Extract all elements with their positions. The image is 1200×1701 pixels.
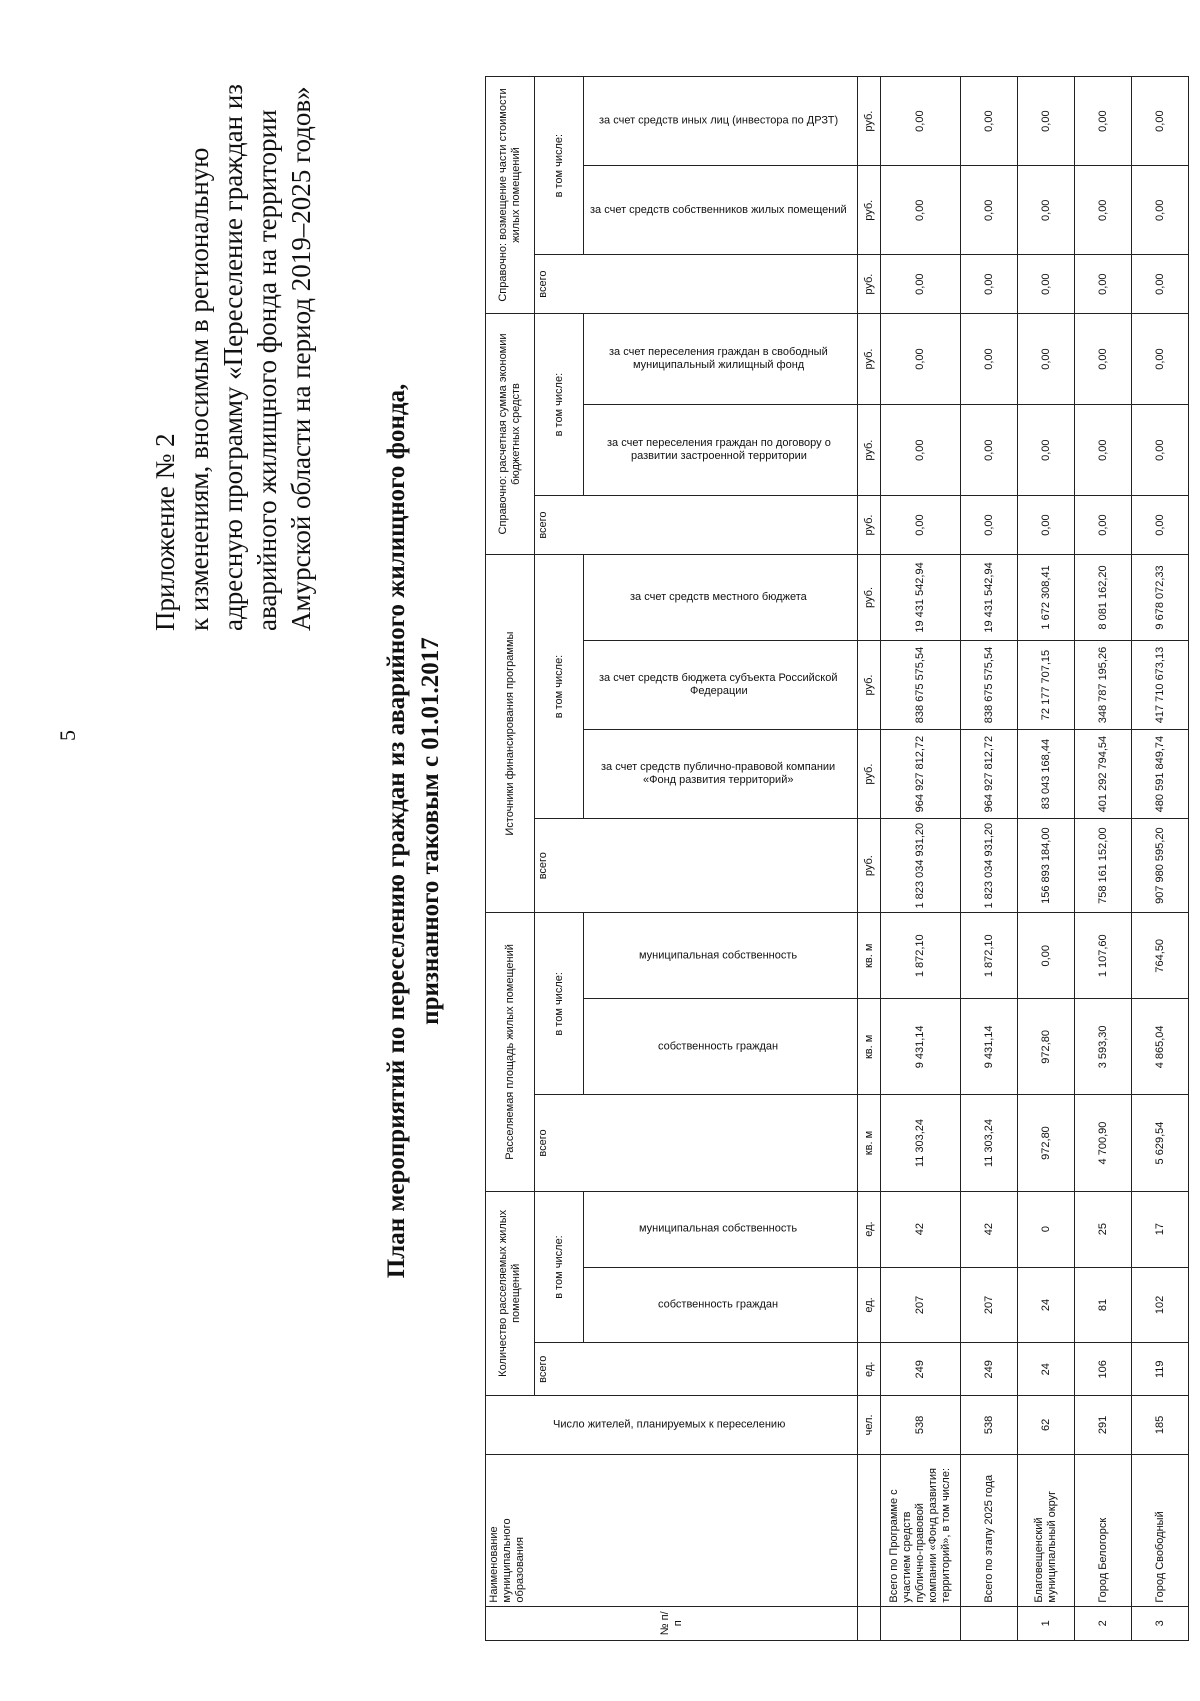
table-row [881, 77, 961, 1641]
cell-value: 480 591 849,74 [1132, 730, 1189, 819]
cell-value: 0,00 [961, 255, 1018, 314]
cell-value: 42 [961, 1191, 1018, 1267]
cell-value: 119 [1132, 1343, 1189, 1396]
cell-value: 0,00 [1018, 314, 1075, 405]
cell-value: 0,00 [1018, 77, 1075, 166]
cell-value: 24 [1018, 1343, 1075, 1396]
row-name: Благовещенский муниципальный округ [1018, 1454, 1075, 1606]
cell-value: 156 893 184,00 [1018, 819, 1075, 913]
cell-value: 5 629,54 [1132, 1095, 1189, 1191]
cell-value: 838 675 575,54 [961, 640, 1018, 729]
cell-value: 964 927 812,72 [881, 730, 961, 819]
cell-value: 964 927 812,72 [961, 730, 1018, 819]
row-name: Город Свободный [1132, 1454, 1189, 1606]
header-comp-others: за счет средств иных лиц (инвестора по ДРЗТ) [584, 77, 858, 166]
cell-value: 11 303,24 [961, 1095, 1018, 1191]
cell-value: 0,00 [881, 166, 961, 255]
cell-value: 0,00 [881, 496, 961, 555]
unit-cell: кв. м [858, 999, 881, 1095]
cell-value: 0,00 [881, 314, 961, 405]
header-fin-group: Источники финансирования программы [486, 554, 535, 912]
unit-cell: руб. [858, 405, 881, 496]
header-comp-total: всего [535, 255, 858, 314]
unit-cell: руб. [858, 640, 881, 729]
cell-value: 17 [1132, 1191, 1189, 1267]
header-qty-citizens: собственность граждан [584, 1267, 858, 1343]
cell-value: 0,00 [961, 314, 1018, 405]
cell-value: 3 593,30 [1075, 999, 1132, 1095]
table-row [1075, 77, 1132, 1641]
header-area-total: всего [535, 1095, 858, 1191]
row-name: Город Белогорск [1075, 1454, 1132, 1606]
cell-value: 42 [881, 1191, 961, 1267]
cell-value: 62 [1018, 1396, 1075, 1455]
appendix-block [148, 71, 318, 631]
row-num: 2 [1075, 1606, 1132, 1640]
table-row [961, 77, 1018, 1641]
cell-value: 0,00 [1132, 166, 1189, 255]
unit-cell: руб. [858, 496, 881, 555]
header-econ-free-fund: за счет переселения граждан в свободный муниципальный жилищный фонд [584, 314, 858, 405]
cell-value: 417 710 673,13 [1132, 640, 1189, 729]
header-area-citizens: собственность граждан [584, 999, 858, 1095]
appendix-line: к изменениям, вносимым в региональную [184, 147, 214, 631]
appendix-line: адресную программу «Переселение граждан из [218, 84, 248, 631]
cell-value: 0,00 [1075, 314, 1132, 405]
cell-value: 538 [961, 1396, 1018, 1455]
header-comp-group: Справочно: возмещение части стоимости жилых помещений [486, 77, 535, 314]
cell-value: 401 292 794,54 [1075, 730, 1132, 819]
unit-cell: кв. м [858, 913, 881, 999]
unit-cell: ед. [858, 1343, 881, 1396]
cell-value: 0,00 [1075, 255, 1132, 314]
appendix-line: Амурской области на период 2019–2025 годов» [286, 86, 316, 631]
cell-value: 1 107,60 [1075, 913, 1132, 999]
cell-value: 0,00 [1018, 405, 1075, 496]
header-econ-incl: в том числе: [535, 314, 584, 496]
cell-value: 0,00 [961, 77, 1018, 166]
cell-value: 72 177 707,15 [1018, 640, 1075, 729]
header-row-groups [486, 77, 535, 1641]
cell-value: 0,00 [1018, 913, 1075, 999]
cell-value: 4 700,90 [1075, 1095, 1132, 1191]
cell-value: 9 431,14 [961, 999, 1018, 1095]
header-area-incl: в том числе: [535, 913, 584, 1095]
cell-value: 0 [1018, 1191, 1075, 1267]
unit-cell: руб. [858, 730, 881, 819]
cell-value: 249 [881, 1343, 961, 1396]
cell-value: 8 081 162,20 [1075, 554, 1132, 640]
header-area-group: Расселяемая площадь жилых помещений [486, 913, 535, 1191]
cell-value: 19 431 542,94 [881, 554, 961, 640]
cell-value: 0,00 [1018, 496, 1075, 555]
cell-value: 81 [1075, 1267, 1132, 1343]
cell-value: 838 675 575,54 [881, 640, 961, 729]
row-num: 3 [1132, 1606, 1189, 1640]
unit-cell: ед. [858, 1267, 881, 1343]
page-number: 5 [55, 730, 80, 741]
cell-value: 0,00 [1132, 405, 1189, 496]
header-num: № п/п [486, 1606, 858, 1640]
cell-value: 83 043 168,44 [1018, 730, 1075, 819]
cell-value: 0,00 [1132, 77, 1189, 166]
row-num [881, 1606, 961, 1640]
unit-cell [858, 1606, 881, 1640]
cell-value: 0,00 [1018, 166, 1075, 255]
unit-cell: руб. [858, 314, 881, 405]
cell-value: 4 865,04 [1132, 999, 1189, 1095]
header-comp-incl: в том числе: [535, 77, 584, 255]
cell-value: 1 872,10 [881, 913, 961, 999]
cell-value: 1 872,10 [961, 913, 1018, 999]
cell-value: 972,80 [1018, 999, 1075, 1095]
unit-cell: руб. [858, 255, 881, 314]
cell-value: 0,00 [1075, 405, 1132, 496]
unit-cell: руб. [858, 77, 881, 166]
table-row [1018, 77, 1075, 1641]
cell-value: 1 672 308,41 [1018, 554, 1075, 640]
cell-value: 0,00 [1075, 77, 1132, 166]
cell-value: 9 678 072,33 [1132, 554, 1189, 640]
row-num: 1 [1018, 1606, 1075, 1640]
appendix-title: Приложение № 2 [150, 433, 180, 631]
cell-value: 758 161 152,00 [1075, 819, 1132, 913]
row-num [961, 1606, 1018, 1640]
cell-value: 9 431,14 [881, 999, 961, 1095]
cell-value: 0,00 [881, 77, 961, 166]
cell-value: 25 [1075, 1191, 1132, 1267]
header-name: Наименование муниципального образования [486, 1454, 858, 1606]
cell-value: 24 [1018, 1267, 1075, 1343]
cell-value: 0,00 [1075, 166, 1132, 255]
units-row [858, 77, 881, 1641]
header-fin-incl: в том числе: [535, 554, 584, 818]
cell-value: 0,00 [881, 255, 961, 314]
cell-value: 0,00 [1018, 255, 1075, 314]
header-econ-total: всего [535, 496, 858, 555]
cell-value: 538 [881, 1396, 961, 1455]
header-residents: Число жителей, планируемых к переселению [486, 1396, 858, 1455]
row-name: Всего по этапу 2025 года [961, 1454, 1018, 1606]
header-fin-total: всего [535, 819, 858, 913]
header-econ-development: за счет переселения граждан по договору о развитии застроенной территории [584, 405, 858, 496]
header-fin-regional: за счет средств бюджета субъекта Российской Федерации [584, 640, 858, 729]
unit-cell: руб. [858, 554, 881, 640]
cell-value: 185 [1132, 1396, 1189, 1455]
document-title [380, 341, 448, 1321]
cell-value: 972,80 [1018, 1095, 1075, 1191]
unit-cell [858, 1454, 881, 1606]
appendix-line: аварийного жилищного фонда на территории [252, 109, 282, 631]
cell-value: 291 [1075, 1396, 1132, 1455]
unit-cell: кв. м [858, 1095, 881, 1191]
cell-value: 348 787 195,26 [1075, 640, 1132, 729]
unit-cell: руб. [858, 819, 881, 913]
cell-value: 0,00 [881, 405, 961, 496]
header-qty-municipal: муниципальная собственность [584, 1191, 858, 1267]
unit-cell: руб. [858, 166, 881, 255]
document-title-line: признанного таковым с 01.01.2017 [417, 637, 444, 1025]
header-area-municipal: муниципальная собственность [584, 913, 858, 999]
header-econ-group: Справочно: расчетная сумма экономии бюджетных средств [486, 314, 535, 555]
cell-value: 0,00 [1132, 314, 1189, 405]
cell-value: 0,00 [1075, 496, 1132, 555]
cell-value: 1 823 034 931,20 [961, 819, 1018, 913]
header-qty-incl: в том числе: [535, 1191, 584, 1343]
cell-value: 907 980 595,20 [1132, 819, 1189, 913]
row-name: Всего по Программе с участием средств публично-правовой компании «Фонд развития территорий», в том числе: [881, 1454, 961, 1606]
cell-value: 19 431 542,94 [961, 554, 1018, 640]
cell-value: 0,00 [961, 496, 1018, 555]
resettlement-plan-table [485, 76, 1189, 1641]
cell-value: 764,50 [1132, 913, 1189, 999]
header-comp-owners: за счет средств собственников жилых помещений [584, 166, 858, 255]
cell-value: 0,00 [961, 405, 1018, 496]
header-qty-group: Количество расселяемых жилых помещений [486, 1191, 535, 1395]
header-fin-fund: за счет средств публично-правовой компании «Фонд развития территорий» [584, 730, 858, 819]
cell-value: 0,00 [1132, 255, 1189, 314]
cell-value: 11 303,24 [881, 1095, 961, 1191]
unit-cell: чел. [858, 1396, 881, 1455]
cell-value: 0,00 [961, 166, 1018, 255]
cell-value: 106 [1075, 1343, 1132, 1396]
cell-value: 207 [961, 1267, 1018, 1343]
cell-value: 102 [1132, 1267, 1189, 1343]
cell-value: 1 823 034 931,20 [881, 819, 961, 913]
cell-value: 249 [961, 1343, 1018, 1396]
header-fin-local: за счет средств местного бюджета [584, 554, 858, 640]
document-title-line: План мероприятий по переселению граждан из аварийного жилищного фонда, [383, 383, 410, 1279]
table-row [1132, 77, 1189, 1641]
header-qty-total: всего [535, 1343, 858, 1396]
unit-cell: ед. [858, 1191, 881, 1267]
cell-value: 0,00 [1132, 496, 1189, 555]
cell-value: 207 [881, 1267, 961, 1343]
